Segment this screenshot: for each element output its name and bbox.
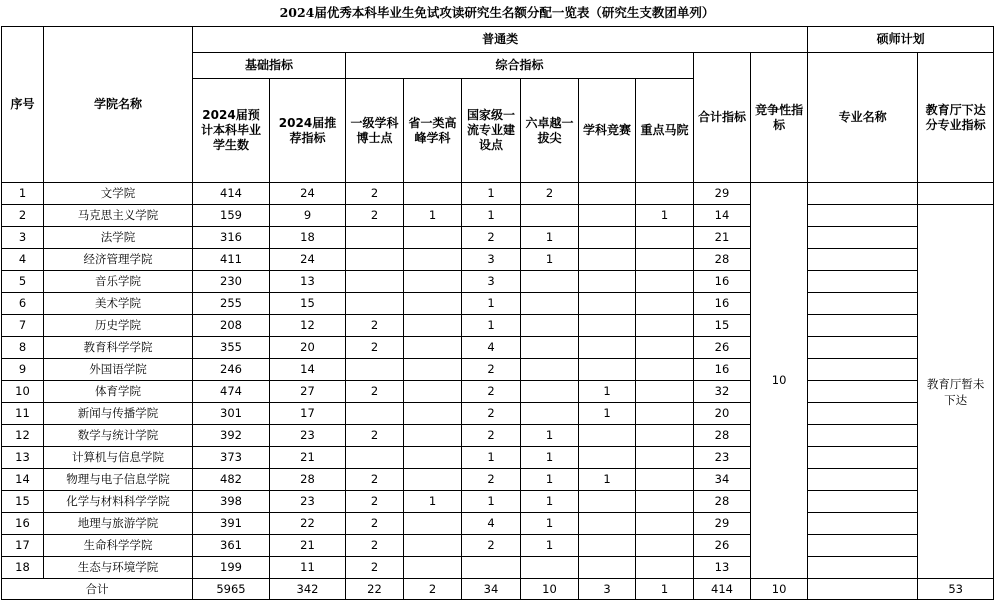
competition-cell (579, 183, 636, 205)
major-name-cell (808, 293, 918, 315)
header-competition: 学科竞赛 (579, 79, 636, 183)
totals-major-name-cell (808, 579, 918, 600)
table-row (2, 557, 994, 579)
doctor-point-cell: 2 (346, 381, 404, 403)
competition-cell (579, 491, 636, 513)
seq-cell: 9 (2, 359, 44, 381)
quota-table (1, 26, 994, 600)
marxism-school-cell (636, 425, 694, 447)
expected-grads-cell: 230 (193, 271, 270, 293)
recommend-quota-cell: 18 (270, 227, 346, 249)
peak-discipline-cell (404, 381, 462, 403)
totals-edu-dept-cell: 53 (918, 579, 994, 600)
expected-grads-cell: 482 (193, 469, 270, 491)
total-quota-cell: 28 (694, 491, 751, 513)
six-excellence-cell: 1 (521, 513, 579, 535)
marxism-school-cell (636, 293, 694, 315)
expected-grads-cell: 474 (193, 381, 270, 403)
header-total-quota: 合计指标 (694, 53, 751, 183)
doctor-point-cell: 2 (346, 315, 404, 337)
marxism-school-cell (636, 535, 694, 557)
doctor-point-cell (346, 249, 404, 271)
recommend-quota-cell: 9 (270, 205, 346, 227)
table-row (2, 535, 994, 557)
competition-cell (579, 557, 636, 579)
competition-cell: 1 (579, 469, 636, 491)
peak-discipline-cell (404, 425, 462, 447)
expected-grads-cell: 411 (193, 249, 270, 271)
major-name-cell (808, 491, 918, 513)
recommend-quota-cell: 13 (270, 271, 346, 293)
seq-cell: 13 (2, 447, 44, 469)
table-body (2, 183, 994, 600)
recommend-quota-cell: 24 (270, 249, 346, 271)
recommend-quota-cell: 20 (270, 337, 346, 359)
first-class-major-cell: 4 (462, 337, 521, 359)
seq-cell: 12 (2, 425, 44, 447)
competition-cell (579, 315, 636, 337)
doctor-point-cell (346, 403, 404, 425)
college-name-cell: 数学与统计学院 (44, 425, 193, 447)
header-competitive-quota: 竞争性指标 (751, 53, 808, 183)
total-quota-cell: 23 (694, 447, 751, 469)
header-master-plan: 硕师计划 (808, 27, 994, 53)
expected-grads-cell: 246 (193, 359, 270, 381)
peak-discipline-cell (404, 403, 462, 425)
doctor-point-cell: 2 (346, 425, 404, 447)
major-name-cell (808, 469, 918, 491)
edu-dept-quota-cell (918, 183, 994, 205)
header-peak-discipline: 省一类高峰学科 (404, 79, 462, 183)
recommend-quota-cell: 27 (270, 381, 346, 403)
seq-cell: 10 (2, 381, 44, 403)
major-name-cell (808, 425, 918, 447)
total-quota-cell: 29 (694, 183, 751, 205)
peak-discipline-cell (404, 535, 462, 557)
seq-cell: 14 (2, 469, 44, 491)
doctor-point-cell: 2 (346, 337, 404, 359)
expected-grads-cell: 255 (193, 293, 270, 315)
six-excellence-cell: 1 (521, 425, 579, 447)
totals-doctor-cell: 22 (346, 579, 404, 600)
table-row (2, 315, 994, 337)
first-class-major-cell: 2 (462, 381, 521, 403)
six-excellence-cell: 1 (521, 469, 579, 491)
first-class-major-cell: 1 (462, 293, 521, 315)
doctor-point-cell: 2 (346, 535, 404, 557)
marxism-school-cell (636, 337, 694, 359)
competition-cell (579, 447, 636, 469)
major-name-cell (808, 447, 918, 469)
doctor-point-cell: 2 (346, 557, 404, 579)
college-name-cell: 化学与材料科学学院 (44, 491, 193, 513)
competition-cell (579, 535, 636, 557)
college-name-cell: 音乐学院 (44, 271, 193, 293)
header-seq: 序号 (2, 27, 44, 183)
marxism-school-cell (636, 249, 694, 271)
six-excellence-cell (521, 205, 579, 227)
major-name-cell (808, 249, 918, 271)
first-class-major-cell: 1 (462, 183, 521, 205)
doctor-point-cell (346, 359, 404, 381)
expected-grads-cell: 373 (193, 447, 270, 469)
recommend-quota-cell: 12 (270, 315, 346, 337)
header-basic: 基础指标 (193, 53, 346, 79)
edu-dept-note-cell: 教育厅暂未下达 (918, 205, 994, 579)
marxism-school-cell (636, 469, 694, 491)
recommend-quota-cell: 11 (270, 557, 346, 579)
first-class-major-cell: 2 (462, 227, 521, 249)
first-class-major-cell: 1 (462, 205, 521, 227)
total-quota-cell: 26 (694, 535, 751, 557)
first-class-major-cell: 2 (462, 535, 521, 557)
six-excellence-cell (521, 381, 579, 403)
recommend-quota-cell: 23 (270, 425, 346, 447)
header-general: 普通类 (193, 27, 808, 53)
header-major-name: 专业名称 (808, 53, 918, 183)
total-quota-cell: 28 (694, 425, 751, 447)
total-quota-cell: 20 (694, 403, 751, 425)
college-name-cell: 历史学院 (44, 315, 193, 337)
expected-grads-cell: 361 (193, 535, 270, 557)
major-name-cell (808, 359, 918, 381)
expected-grads-cell: 398 (193, 491, 270, 513)
competition-cell: 1 (579, 381, 636, 403)
peak-discipline-cell (404, 469, 462, 491)
major-name-cell (808, 535, 918, 557)
doctor-point-cell: 2 (346, 183, 404, 205)
table-row (2, 183, 994, 205)
table-row (2, 403, 994, 425)
totals-major-cell: 34 (462, 579, 521, 600)
marxism-school-cell (636, 227, 694, 249)
first-class-major-cell: 4 (462, 513, 521, 535)
peak-discipline-cell (404, 183, 462, 205)
seq-cell: 1 (2, 183, 44, 205)
marxism-school-cell (636, 513, 694, 535)
peak-discipline-cell: 1 (404, 205, 462, 227)
recommend-quota-cell: 17 (270, 403, 346, 425)
first-class-major-cell: 1 (462, 447, 521, 469)
seq-cell: 18 (2, 557, 44, 579)
header-comprehensive: 综合指标 (346, 53, 694, 79)
six-excellence-cell: 1 (521, 447, 579, 469)
six-excellence-cell: 1 (521, 535, 579, 557)
table-row (2, 205, 994, 227)
marxism-school-cell (636, 403, 694, 425)
totals-label: 合计 (2, 579, 193, 600)
major-name-cell (808, 403, 918, 425)
college-name-cell: 生命科学学院 (44, 535, 193, 557)
seq-cell: 5 (2, 271, 44, 293)
expected-grads-cell: 391 (193, 513, 270, 535)
marxism-school-cell (636, 183, 694, 205)
seq-cell: 17 (2, 535, 44, 557)
table-row (2, 447, 994, 469)
total-quota-cell: 16 (694, 293, 751, 315)
college-name-cell: 美术学院 (44, 293, 193, 315)
college-name-cell: 物理与电子信息学院 (44, 469, 193, 491)
peak-discipline-cell (404, 359, 462, 381)
recommend-quota-cell: 23 (270, 491, 346, 513)
six-excellence-cell: 1 (521, 249, 579, 271)
recommend-quota-cell: 15 (270, 293, 346, 315)
totals-grads-cell: 5965 (193, 579, 270, 600)
table-row (2, 227, 994, 249)
major-name-cell (808, 315, 918, 337)
seq-cell: 15 (2, 491, 44, 513)
page-title: 2024届优秀本科毕业生免试攻读研究生名额分配一览表（研究生支教团单列） (279, 5, 715, 20)
table-row (2, 271, 994, 293)
totals-competitive-cell: 10 (751, 579, 808, 600)
seq-cell: 2 (2, 205, 44, 227)
recommend-quota-cell: 14 (270, 359, 346, 381)
table-row (2, 381, 994, 403)
college-name-cell: 计算机与信息学院 (44, 447, 193, 469)
header-edu-dept-quota: 教育厅下达分专业指标 (918, 53, 994, 183)
doctor-point-cell: 2 (346, 491, 404, 513)
college-name-cell: 新闻与传播学院 (44, 403, 193, 425)
college-name-cell: 教育科学学院 (44, 337, 193, 359)
peak-discipline-cell (404, 315, 462, 337)
six-excellence-cell: 2 (521, 183, 579, 205)
seq-cell: 16 (2, 513, 44, 535)
recommend-quota-cell: 22 (270, 513, 346, 535)
seq-cell: 8 (2, 337, 44, 359)
six-excellence-cell (521, 403, 579, 425)
competition-cell (579, 337, 636, 359)
expected-grads-cell: 392 (193, 425, 270, 447)
recommend-quota-cell: 24 (270, 183, 346, 205)
marxism-school-cell (636, 491, 694, 513)
marxism-school-cell (636, 359, 694, 381)
major-name-cell (808, 557, 918, 579)
peak-discipline-cell (404, 447, 462, 469)
six-excellence-cell (521, 271, 579, 293)
total-quota-cell: 21 (694, 227, 751, 249)
recommend-quota-cell: 21 (270, 447, 346, 469)
major-name-cell (808, 337, 918, 359)
total-quota-cell: 26 (694, 337, 751, 359)
expected-grads-cell: 414 (193, 183, 270, 205)
first-class-major-cell (462, 557, 521, 579)
marxism-school-cell (636, 271, 694, 293)
six-excellence-cell: 1 (521, 227, 579, 249)
table-row (2, 293, 994, 315)
six-excellence-cell (521, 557, 579, 579)
college-name-cell: 地理与旅游学院 (44, 513, 193, 535)
header-doctor-point: 一级学科博士点 (346, 79, 404, 183)
first-class-major-cell: 3 (462, 249, 521, 271)
major-name-cell (808, 381, 918, 403)
six-excellence-cell (521, 315, 579, 337)
peak-discipline-cell (404, 513, 462, 535)
major-name-cell (808, 205, 918, 227)
total-quota-cell: 34 (694, 469, 751, 491)
total-quota-cell: 29 (694, 513, 751, 535)
table-row (2, 425, 994, 447)
doctor-point-cell (346, 447, 404, 469)
table-row (2, 491, 994, 513)
first-class-major-cell: 2 (462, 403, 521, 425)
peak-discipline-cell (404, 249, 462, 271)
totals-comp-cell: 3 (579, 579, 636, 600)
totals-recommend-cell: 342 (270, 579, 346, 600)
total-quota-cell: 28 (694, 249, 751, 271)
competition-cell (579, 271, 636, 293)
peak-discipline-cell (404, 271, 462, 293)
expected-grads-cell: 208 (193, 315, 270, 337)
marxism-school-cell (636, 381, 694, 403)
expected-grads-cell: 159 (193, 205, 270, 227)
major-name-cell (808, 271, 918, 293)
marxism-school-cell (636, 557, 694, 579)
expected-grads-cell: 355 (193, 337, 270, 359)
college-name-cell: 马克思主义学院 (44, 205, 193, 227)
expected-grads-cell: 316 (193, 227, 270, 249)
doctor-point-cell: 2 (346, 513, 404, 535)
seq-cell: 11 (2, 403, 44, 425)
total-quota-cell: 32 (694, 381, 751, 403)
first-class-major-cell: 1 (462, 491, 521, 513)
first-class-major-cell: 2 (462, 469, 521, 491)
peak-discipline-cell (404, 227, 462, 249)
competition-cell: 1 (579, 403, 636, 425)
peak-discipline-cell (404, 293, 462, 315)
competition-cell (579, 205, 636, 227)
total-quota-cell: 14 (694, 205, 751, 227)
college-name-cell: 法学院 (44, 227, 193, 249)
header-six-excellence: 六卓越一拔尖 (521, 79, 579, 183)
first-class-major-cell: 1 (462, 315, 521, 337)
seq-cell: 3 (2, 227, 44, 249)
total-quota-cell: 13 (694, 557, 751, 579)
college-name-cell: 外国语学院 (44, 359, 193, 381)
peak-discipline-cell (404, 337, 462, 359)
competition-cell (579, 293, 636, 315)
first-class-major-cell: 2 (462, 359, 521, 381)
competition-cell (579, 425, 636, 447)
table-row (2, 337, 994, 359)
totals-total-cell: 414 (694, 579, 751, 600)
seq-cell: 6 (2, 293, 44, 315)
table-row (2, 249, 994, 271)
doctor-point-cell: 2 (346, 205, 404, 227)
total-quota-cell: 16 (694, 359, 751, 381)
header-first-class-major: 国家级一流专业建设点 (462, 79, 521, 183)
recommend-quota-cell: 21 (270, 535, 346, 557)
header-marxism-school: 重点马院 (636, 79, 694, 183)
seq-cell: 4 (2, 249, 44, 271)
doctor-point-cell: 2 (346, 469, 404, 491)
table-row (2, 469, 994, 491)
first-class-major-cell: 2 (462, 425, 521, 447)
table-row (2, 359, 994, 381)
header-college: 学院名称 (44, 27, 193, 183)
total-quota-cell: 16 (694, 271, 751, 293)
competition-cell (579, 227, 636, 249)
six-excellence-cell (521, 359, 579, 381)
expected-grads-cell: 301 (193, 403, 270, 425)
total-quota-cell: 15 (694, 315, 751, 337)
major-name-cell (808, 227, 918, 249)
first-class-major-cell: 3 (462, 271, 521, 293)
totals-six-cell: 10 (521, 579, 579, 600)
major-name-cell (808, 183, 918, 205)
competitive-quota-cell: 10 (751, 183, 808, 579)
competition-cell (579, 513, 636, 535)
college-name-cell: 经济管理学院 (44, 249, 193, 271)
header-expected-grads: 2024届预计本科毕业学生数 (193, 79, 270, 183)
recommend-quota-cell: 28 (270, 469, 346, 491)
competition-cell (579, 249, 636, 271)
college-name-cell: 文学院 (44, 183, 193, 205)
competition-cell (579, 359, 636, 381)
doctor-point-cell (346, 271, 404, 293)
six-excellence-cell: 1 (521, 491, 579, 513)
seq-cell: 7 (2, 315, 44, 337)
totals-marx-cell: 1 (636, 579, 694, 600)
peak-discipline-cell (404, 557, 462, 579)
six-excellence-cell (521, 337, 579, 359)
peak-discipline-cell: 1 (404, 491, 462, 513)
college-name-cell: 体育学院 (44, 381, 193, 403)
marxism-school-cell (636, 447, 694, 469)
totals-peak-cell: 2 (404, 579, 462, 600)
header-recommend-quota: 2024届推荐指标 (270, 79, 346, 183)
college-name-cell: 生态与环境学院 (44, 557, 193, 579)
marxism-school-cell: 1 (636, 205, 694, 227)
marxism-school-cell (636, 315, 694, 337)
table-row (2, 513, 994, 535)
totals-row (2, 579, 994, 600)
expected-grads-cell: 199 (193, 557, 270, 579)
six-excellence-cell (521, 293, 579, 315)
major-name-cell (808, 513, 918, 535)
doctor-point-cell (346, 293, 404, 315)
doctor-point-cell (346, 227, 404, 249)
